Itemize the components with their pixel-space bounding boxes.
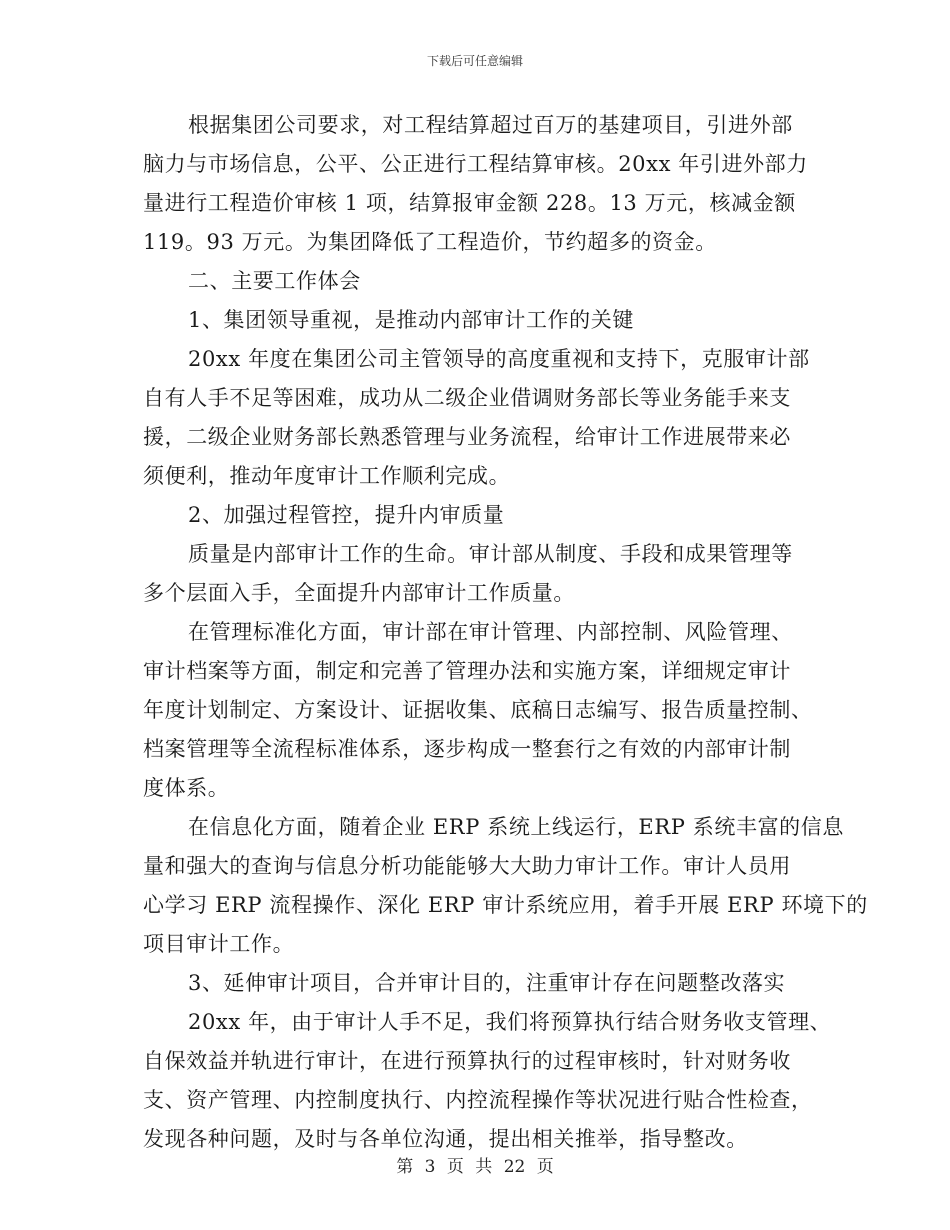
text-line: 支、资产管理、内控制度执行、内控流程操作等状况进行贴合性检查， xyxy=(143,1088,813,1112)
text-line: 审计档案等方面，制定和完善了管理办法和实施方案，详细规定审计 xyxy=(143,659,791,683)
text-line: 119。93 万元。为集团降低了工程造价，节约超多的资金。 xyxy=(143,230,717,254)
text-line: 发现各种问题，及时与各单位沟通，提出相关推举，指导整改。 xyxy=(143,1127,748,1151)
text-line: 自保效益并轨进行审计，在进行预算执行的过程审核时，针对财务收 xyxy=(143,1049,791,1073)
text-line: 20xx 年，由于审计人手不足，我们将预算执行结合财务收支管理、 xyxy=(188,1010,832,1034)
text-line: 在信息化方面，随着企业 ERP 系统上线运行，ERP 系统丰富的信息 xyxy=(188,815,844,839)
text-line: 援，二级企业财务部长熟悉管理与业务流程，给审计工作进展带来必 xyxy=(143,425,791,449)
text-line: 质量是内部审计工作的生命。审计部从制度、手段和成果管理等 xyxy=(188,542,793,566)
subsection-heading: 1、集团领导重视，是推动内部审计工作的关键 xyxy=(188,308,634,332)
text-line: 根据集团公司要求，对工程结算超过百万的基建项目，引进外部 xyxy=(188,113,793,137)
text-line: 量和强大的查询与信息分析功能能够大大助力审计工作。审计人员用 xyxy=(143,854,791,878)
page-footer: 第 3 页 共 22 页 xyxy=(396,1157,554,1177)
text-line: 须便利，推动年度审计工作顺利完成。 xyxy=(143,464,511,488)
text-line: 在管理标准化方面，审计部在审计管理、内部控制、风险管理、 xyxy=(188,620,793,644)
text-line: 多个层面入手，全面提升内部审计工作质量。 xyxy=(143,581,575,605)
section-heading: 二、主要工作体会 xyxy=(188,269,361,293)
subsection-heading: 3、延伸审计项目，合并审计目的，注重审计存在问题整改落实 xyxy=(188,971,786,995)
document-body xyxy=(143,106,868,1159)
text-line: 20xx 年度在集团公司主管领导的高度重视和支持下，克服审计部 xyxy=(188,347,810,371)
text-line: 脑力与市场信息，公平、公正进行工程结算审核。20xx 年引进外部力 xyxy=(143,152,808,176)
page-header: 下载后可任意编辑 xyxy=(426,54,523,68)
text-line: 年度计划制定、方案设计、证据收集、底稿日志编写、报告质量控制、 xyxy=(143,698,813,722)
text-line: 项目审计工作。 xyxy=(143,932,295,956)
text-line: 心学习 ERP 流程操作、深化 ERP 审计系统应用，着手开展 ERP 环境下的 xyxy=(143,893,868,917)
text-line: 度体系。 xyxy=(143,776,230,800)
text-line: 档案管理等全流程标准体系，逐步构成一整套行之有效的内部审计制 xyxy=(143,737,791,761)
text-line: 自有人手不足等困难，成功从二级企业借调财务部长等业务能手来支 xyxy=(143,386,791,410)
subsection-heading: 2、加强过程管控，提升内审质量 xyxy=(188,503,505,527)
text-line: 量进行工程造价审核 1 项，结算报审金额 228。13 万元，核减金额 xyxy=(143,191,796,215)
